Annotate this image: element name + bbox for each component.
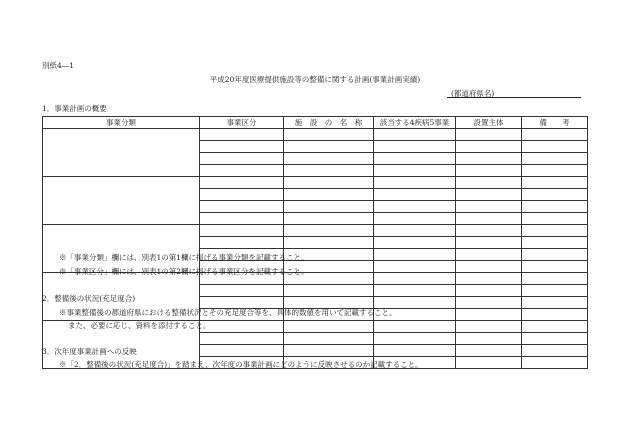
table-cell[interactable] xyxy=(456,285,522,297)
table-cell[interactable] xyxy=(456,141,522,153)
table-cell[interactable] xyxy=(522,213,588,225)
table-cell[interactable] xyxy=(200,189,284,201)
category-cell[interactable] xyxy=(43,129,200,177)
table-cell[interactable] xyxy=(284,285,374,297)
table-cell[interactable] xyxy=(374,249,456,261)
column-header: 備 考 xyxy=(522,117,588,129)
section2-heading: 2．整備後の状況(充足度合) xyxy=(42,294,136,303)
table-cell[interactable] xyxy=(456,201,522,213)
table-cell[interactable] xyxy=(284,297,374,309)
table-cell[interactable] xyxy=(374,333,456,345)
section2-line-2: また、必要に応じ、資料を添付すること。 xyxy=(68,321,211,330)
table-cell[interactable] xyxy=(374,201,456,213)
table-cell[interactable] xyxy=(200,213,284,225)
table-cell[interactable] xyxy=(522,225,588,237)
table-cell[interactable] xyxy=(456,165,522,177)
table-cell[interactable] xyxy=(456,177,522,189)
table-cell[interactable] xyxy=(374,237,456,249)
table-cell[interactable] xyxy=(456,213,522,225)
table-cell[interactable] xyxy=(284,129,374,141)
table-cell[interactable] xyxy=(456,189,522,201)
category-cell[interactable] xyxy=(43,225,200,273)
table-cell[interactable] xyxy=(456,357,522,369)
table-cell[interactable] xyxy=(522,261,588,273)
table-cell[interactable] xyxy=(456,261,522,273)
table-cell[interactable] xyxy=(284,153,374,165)
column-header: 事業分類 xyxy=(43,117,200,129)
appendix-label: 別紙4―1 xyxy=(42,61,75,70)
note-division: ※「事業区分」欄には、別表1の第2欄に掲げる事業区分を記載すること。 xyxy=(59,267,309,276)
table-cell[interactable] xyxy=(522,321,588,333)
table-cell[interactable] xyxy=(200,153,284,165)
table-cell[interactable] xyxy=(200,333,284,345)
table-cell[interactable] xyxy=(284,165,374,177)
table-cell[interactable] xyxy=(374,345,456,357)
table-cell[interactable] xyxy=(284,333,374,345)
table-cell[interactable] xyxy=(374,297,456,309)
table-cell[interactable] xyxy=(284,237,374,249)
table-cell[interactable] xyxy=(200,297,284,309)
section3-heading: 3．次年度事業計画への反映 xyxy=(42,347,137,356)
table-cell[interactable] xyxy=(200,285,284,297)
plan-table xyxy=(42,116,588,369)
table-cell[interactable] xyxy=(200,201,284,213)
table-cell[interactable] xyxy=(456,225,522,237)
table-cell[interactable] xyxy=(374,225,456,237)
table-cell[interactable] xyxy=(522,165,588,177)
table-cell[interactable] xyxy=(374,321,456,333)
table-cell[interactable] xyxy=(374,177,456,189)
table-cell[interactable] xyxy=(522,189,588,201)
table-cell[interactable] xyxy=(522,357,588,369)
category-cell[interactable] xyxy=(43,177,200,225)
note-category: ※「事業分類」欄には、別表1の第1欄に掲げる事業分類を記載すること。 xyxy=(59,253,309,262)
table-cell[interactable] xyxy=(522,297,588,309)
table-cell[interactable] xyxy=(284,213,374,225)
table-cell[interactable] xyxy=(456,309,522,321)
table-cell[interactable] xyxy=(200,141,284,153)
table-cell[interactable] xyxy=(456,333,522,345)
table-cell[interactable] xyxy=(522,129,588,141)
table-cell[interactable] xyxy=(284,201,374,213)
table-row xyxy=(43,225,588,237)
table-cell[interactable] xyxy=(200,129,284,141)
section2-line-1: ※事業整備後の都道府県における整備状況とその充足度合等を、具体的数値を用いて記載すること。 xyxy=(59,308,397,317)
table-header-row xyxy=(43,117,588,129)
prefecture-label: (都道府県名) xyxy=(451,89,495,98)
table-cell[interactable] xyxy=(456,129,522,141)
table-cell[interactable] xyxy=(522,309,588,321)
table-cell[interactable] xyxy=(374,129,456,141)
table-cell[interactable] xyxy=(284,189,374,201)
table-cell[interactable] xyxy=(200,345,284,357)
table-cell[interactable] xyxy=(456,249,522,261)
table-cell[interactable] xyxy=(522,273,588,285)
table-cell[interactable] xyxy=(522,177,588,189)
table-cell[interactable] xyxy=(456,237,522,249)
table-cell[interactable] xyxy=(374,261,456,273)
table-cell[interactable] xyxy=(374,189,456,201)
table-cell[interactable] xyxy=(522,237,588,249)
table-row xyxy=(43,129,588,141)
column-header: 施 設 の 名 称 xyxy=(284,117,374,129)
table-cell[interactable] xyxy=(284,177,374,189)
table-cell[interactable] xyxy=(374,141,456,153)
table-cell[interactable] xyxy=(374,165,456,177)
table-cell[interactable] xyxy=(522,285,588,297)
table-cell[interactable] xyxy=(522,333,588,345)
prefecture-underline xyxy=(447,97,581,98)
table-cell[interactable] xyxy=(522,345,588,357)
column-header: 事業区分 xyxy=(200,117,284,129)
table-cell[interactable] xyxy=(200,225,284,237)
table-cell[interactable] xyxy=(456,153,522,165)
table-cell[interactable] xyxy=(284,141,374,153)
table-cell[interactable] xyxy=(200,237,284,249)
table-cell[interactable] xyxy=(200,165,284,177)
table-cell[interactable] xyxy=(522,201,588,213)
table-cell[interactable] xyxy=(522,153,588,165)
table-cell[interactable] xyxy=(522,141,588,153)
table-cell[interactable] xyxy=(200,321,284,333)
table-cell[interactable] xyxy=(456,273,522,285)
table-cell[interactable] xyxy=(456,321,522,333)
table-cell[interactable] xyxy=(374,153,456,165)
document-title: 平成20年度医療提供施設等の整備に関する計画(事業計画実績) xyxy=(209,75,421,84)
table-cell[interactable] xyxy=(374,285,456,297)
table-cell[interactable] xyxy=(374,213,456,225)
section1-heading: 1．事業計画の概要 xyxy=(42,104,107,113)
table-cell[interactable] xyxy=(200,177,284,189)
column-header: 該当する4疾病5事業 xyxy=(374,117,456,129)
table-cell[interactable] xyxy=(284,321,374,333)
table-cell[interactable] xyxy=(456,297,522,309)
table-cell[interactable] xyxy=(456,345,522,357)
section3-line-1: ※「2．整備後の状況(充足度合)」を踏まえ、次年度の事業計画にどのように反映させるのか記載すること。 xyxy=(59,360,423,369)
table-cell[interactable] xyxy=(522,249,588,261)
table-row xyxy=(43,177,588,189)
table-cell[interactable] xyxy=(374,273,456,285)
column-header: 設置主体 xyxy=(456,117,522,129)
table-cell[interactable] xyxy=(284,345,374,357)
table-cell[interactable] xyxy=(284,225,374,237)
